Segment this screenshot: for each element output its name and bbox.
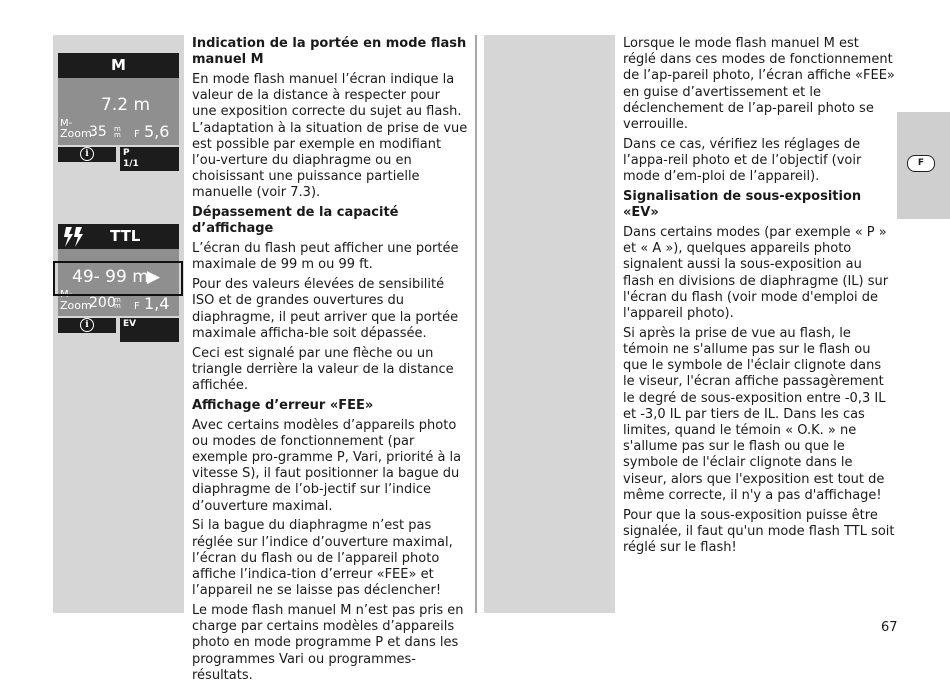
paragraph: Pour que la sous-exposition puisse être signalée, il faut qu'un mode flash TTL soit réglé sur le flash! — [623, 507, 895, 556]
info-button-area — [58, 147, 116, 162]
aperture-value: 5,6 — [144, 122, 170, 141]
display-screen — [58, 78, 179, 145]
page-number: 67 — [881, 620, 898, 635]
paragraph: En mode flash manuel l’écran indique la valeur de la distance à respecter pour une exposition correcte du sujet au flash. L’adaptation à la situation de prise de vue est possible par exemple en modifiant l’ou-verture du diaphragme ou en choisissant une puissance partielle manuelle (voir 7.3). — [192, 72, 468, 201]
info-button-area — [58, 318, 116, 333]
aperture-value: 1,4 — [144, 294, 170, 313]
over-range-arrow-icon: ▶ — [147, 267, 161, 287]
info-icon: i — [80, 147, 94, 161]
paragraph: L’écran du flash peut afficher une portée maximale de 99 m ou 99 ft. — [192, 241, 459, 273]
zoom-unit: mm — [114, 125, 121, 139]
mode-label: TTL — [110, 227, 141, 245]
heading-error-fee: Affichage d’erreur «FEE» — [192, 397, 374, 413]
info-icon: i — [80, 318, 94, 332]
column-divider — [475, 35, 477, 613]
flash-display-ttl — [58, 224, 179, 342]
distance-highlight-box — [53, 261, 183, 296]
paragraph: Pour des valeurs élevées de sensibilité ISO et de grandes ouvertures du diaphragme, il peut arriver que la portée maximale afficha-ble soit dépassée. — [192, 277, 459, 341]
mode-bar — [58, 224, 179, 249]
text-column-left — [192, 36, 468, 688]
bottom-right-area — [120, 147, 179, 171]
zoom-label: Zoom — [60, 299, 92, 312]
paragraph: Le mode flash manuel M n’est pas pris en charge par certains modèles d’appareils photo en mode programme P et dans les programmes Vari ou programmes-résultats. — [192, 603, 464, 683]
aperture-f-label: F — [134, 301, 140, 312]
bottom-right-area — [120, 318, 179, 342]
paragraph: Ceci est signalé par une flèche ou un triangle derrière la valeur de la distance affichée. — [192, 345, 454, 394]
paragraph: Avec certains modèles d’appareils photo ou modes de fonctionnement (par exemple pro-gramme P, Vari, priorité à la vitesse S), il faut positionner la bague du diaphragme de l’ob-jectif sur l’indice d’ouverture maximal. — [192, 417, 462, 514]
paragraph: Lorsque le mode flash manuel M est réglé dans ces modes de fonctionnement de l’ap-pareil photo, l’écran affiche «FEE» en guise d’avertissement et le déclenchement de l’ap-pareil photo se verrouille. — [623, 36, 895, 133]
heading-display-overflow: Dépassement de la capacité d’affichage — [192, 205, 399, 237]
mode-label: M — [111, 56, 126, 74]
language-tab-letter: F — [907, 155, 935, 172]
language-tab — [897, 112, 950, 219]
zoom-label-m: M- — [60, 289, 73, 300]
flash-bolt-icon — [62, 225, 86, 249]
distance-readout: 49- 99 m — [72, 267, 149, 287]
flash-display-manual — [58, 53, 179, 171]
ev-indicator: EV — [123, 319, 137, 329]
zoom-label: Zoom — [60, 127, 92, 140]
paragraph: Si après la prise de vue au flash, le témoin ne s'allume pas sur le flash ou que le symbole de l'éclair clignote dans le viseur, l'écran affiche passagèrement le degré de sous-exposition entre -0,3 IL et -3,0 IL par tiers de IL. Dans les cas limites, quand le témoin « O.K. » ne s'allume pas sur le flash ou que le symbole de l'éclair clignote dans le viseur, alors que l'exposition est tout de même correcte, il n'y a pas d'affichage! — [623, 325, 886, 503]
zoom-unit: mm — [114, 296, 121, 310]
distance-readout: 7.2 m — [101, 95, 150, 115]
heading-underexposure-ev: Signalisation de sous-exposition «EV» — [623, 189, 862, 221]
paragraph: Dans ce cas, vérifiez les réglages de l’appa-reil photo et de l’objectif (voir mode d’em-ploi de l’appareil). — [623, 136, 862, 185]
mode-bar — [58, 53, 179, 78]
zoom-value: 200 — [89, 295, 116, 311]
zoom-value: 35 — [89, 124, 107, 140]
program-indicator: P — [123, 148, 130, 158]
text-column-right — [623, 36, 895, 560]
middle-grey-column — [484, 35, 615, 613]
paragraph: Si la bague du diaphragme n’est pas réglée sur l’indice d’ouverture maximal, l’écran du flash ou de l’appareil photo affiche l’indica-tion d’erreur «FEE» et l’appareil ne se laisse pas déclencher! — [192, 518, 453, 599]
aperture-f-label: F — [134, 129, 140, 140]
paragraph: Dans certains modes (par exemple « P » et « A »), quelques appareils photo signalent aussi la sous-exposition au flash en divisions de diaphragme (IL) sur l'écran du flash (voir mode d'emploi de l'appareil photo). — [623, 225, 889, 322]
zoom-label-m: M- — [60, 118, 73, 129]
heading-range-manual: Indication de la portée en mode flash manuel M — [192, 36, 467, 68]
power-indicator: 1/1 — [123, 159, 139, 169]
